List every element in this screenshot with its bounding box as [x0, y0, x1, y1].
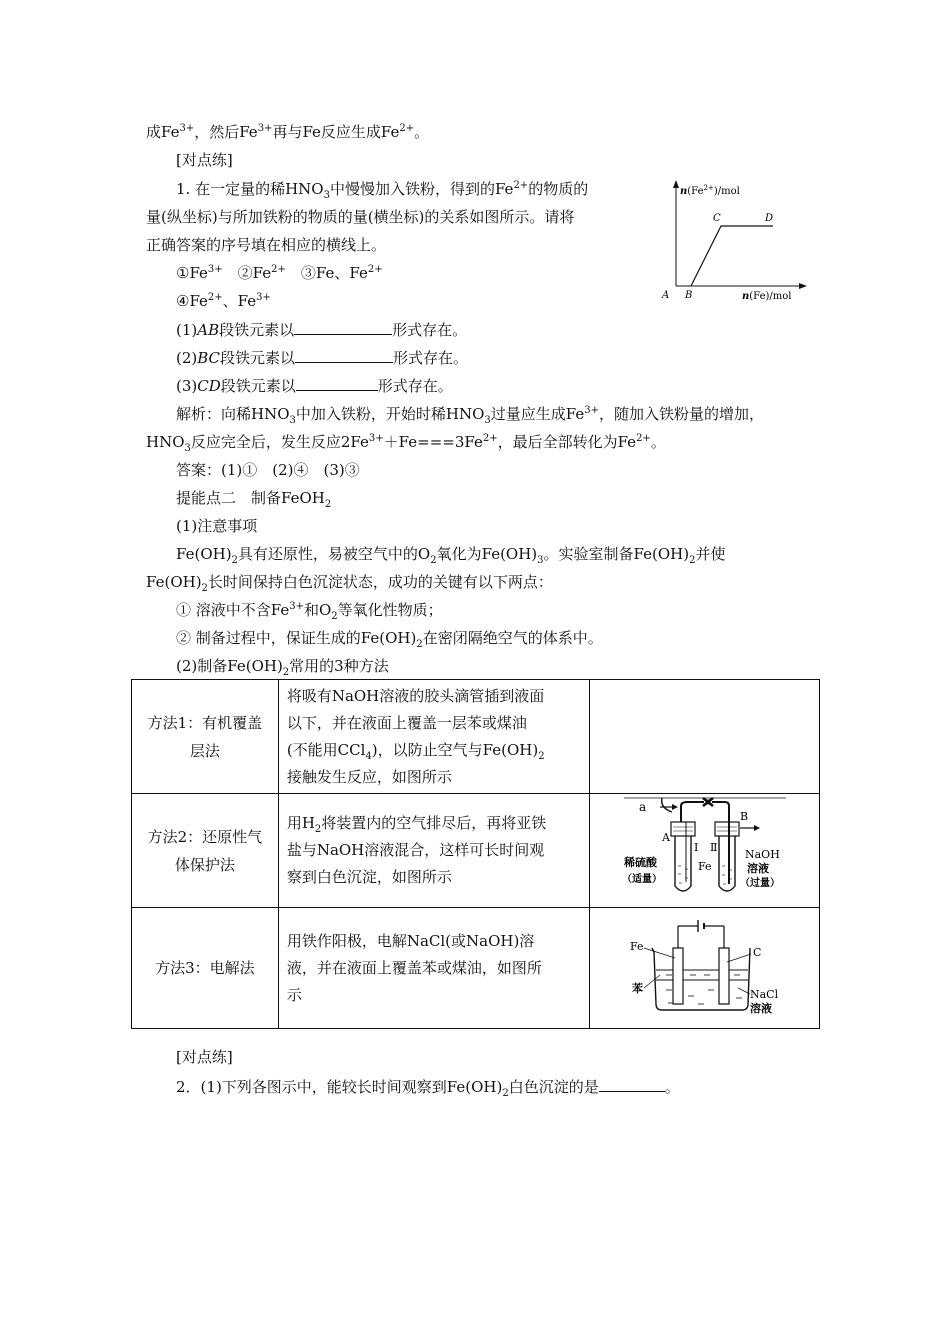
answer-blank[interactable]: [599, 1077, 665, 1092]
analysis-line1: 解析：向稀$HNO_3$中加入铁粉，开始时稀$HNO_3$过量应生成$Fe^{3+}$，随加入铁粉量的增加，: [176, 405, 765, 426]
point-label-d: D: [765, 213, 774, 224]
methods-title: (2)制备$Fe(OH)_2$常用的3种方法: [176, 657, 389, 678]
method-description: 用铁作阳极，电解NaCl(或NaOH)溶 液，并在液面上覆盖苯或煤油，如图所 示: [278, 908, 589, 1029]
q1-options-2: $④Fe^{2+}$、$Fe^{3+}$: [176, 292, 271, 310]
point-label-b: B: [685, 290, 693, 301]
electrolysis-diagram: [590, 908, 819, 1024]
analysis-line2: $HNO_3$反应完全后，发生反应$2Fe^{3+}+Fe===3Fe^{2+}$，最后全部转化为$Fe^{2+}$。: [146, 433, 666, 454]
table-row: [132, 908, 820, 1029]
fe-label: Fe: [697, 860, 712, 873]
method-name: 方法3：电解法: [132, 908, 279, 1029]
fe-electrode-label: Fe: [629, 940, 644, 953]
tube-ii-label: Ⅱ: [709, 841, 718, 854]
q2-line1: 2．(1)下列各图示中，能较长时间观察到$Fe(OH)_2$白色沉淀的是 。: [176, 1078, 680, 1099]
benzene-label: 苯: [631, 982, 643, 995]
tube-i-label: Ⅰ: [693, 841, 699, 854]
acid-label: 稀硫酸: [623, 856, 657, 869]
method-description: 将吸有NaOH溶液的胶头滴管插到液面 以下，并在液面上覆盖一层苯或煤油 (不能用CCl$_4$)，以防止空气与$Fe(OH)_2$ 接触发生反应，如图所示: [278, 680, 589, 794]
graph-ylabel: $n(Fe^{2+})$/mol: [680, 184, 740, 197]
practice-header: [对点练]: [176, 151, 233, 169]
continuation-line: 成$Fe^{3+}$，然后$Fe^{3+}$再与Fe反应生成$Fe^{2+}$。: [146, 123, 430, 141]
notes-line3: ① 溶液中不含$Fe^{3+}$和$O_2$等氧化性物质；: [176, 601, 443, 622]
notes-line4: ② 制备过程中，保证生成的$Fe(OH)_2$在密闭隔绝空气的体系中。: [176, 629, 603, 650]
method-figure: [589, 680, 819, 794]
h2-apparatus-diagram: [590, 794, 819, 903]
section-title: 提能点二 制备FeOH$_2$: [176, 489, 332, 510]
answer-blank[interactable]: [294, 320, 392, 335]
method-figure: [589, 794, 819, 908]
q1-part3: (3)CD段铁元素以 形式存在。: [176, 377, 453, 395]
q1-line3: 正确答案的序号填在相应的横线上。: [146, 236, 387, 254]
naoh-amount-label: （过量）: [739, 878, 780, 889]
nacl-label: NaCl: [749, 988, 779, 1001]
naoh-solution-label: 溶液: [746, 862, 769, 875]
graph-xlabel: n(Fe)/mol: [742, 291, 792, 302]
inlet-label: a: [638, 800, 647, 814]
fe2-graph: [655, 178, 810, 306]
table-row: [132, 794, 820, 908]
method-figure: [589, 908, 819, 1029]
point-label-a: A: [662, 290, 670, 301]
answer-blank[interactable]: [296, 376, 378, 391]
notes-line2: $Fe(OH)_2$长时间保持白色沉淀状态，成功的关键有以下两点：: [146, 573, 553, 594]
q1-part1: (1)AB段铁元素以 形式存在。: [176, 321, 468, 339]
q1-part2: (2)BC段铁元素以 形式存在。: [176, 349, 469, 367]
notes-line1: $Fe(OH)_2$具有还原性，易被空气中的$O_2$氧化为$Fe(OH)_3$。实验室制备$Fe(OH)_2$并使: [176, 545, 726, 566]
answer-line: 答案：(1)① (2)④ (3)③: [176, 461, 360, 479]
method-description: 用$H_2$将装置内的空气排尽后，再将亚铁 盐与NaOH溶液混合，这样可长时间观 察到白色沉淀，如图所示: [278, 794, 589, 908]
point-label-c: C: [713, 213, 721, 224]
q1-line2: 量(纵坐标)与所加铁粉的物质的量(横坐标)的关系如图所示。请将: [146, 208, 575, 226]
method-name: 方法2：还原性气 体保护法: [132, 794, 279, 908]
tube-b-label: B: [739, 810, 749, 823]
q1-line1: 1. 在一定量的稀$HNO_3$中慢慢加入铁粉，得到的$Fe^{2+}$的物质的: [176, 180, 589, 201]
practice-header-2: [对点练]: [176, 1048, 233, 1066]
table-row: [132, 680, 820, 794]
method-name: 方法1：有机覆盖 层法: [132, 680, 279, 794]
acid-amount-label: （适量）: [621, 874, 662, 885]
methods-table: [131, 679, 820, 1029]
q1-options-1: $①Fe^{3+}$ $②Fe^{2+}$ ③Fe、$Fe^{2+}$: [176, 264, 383, 282]
naoh-label: NaOH: [744, 848, 780, 861]
answer-blank[interactable]: [295, 348, 393, 363]
c-electrode-label: C: [752, 946, 762, 959]
notes-title: (1)注意事项: [176, 517, 258, 535]
nacl-solution-label: 溶液: [749, 1002, 772, 1015]
tube-a-label: A: [661, 831, 670, 844]
